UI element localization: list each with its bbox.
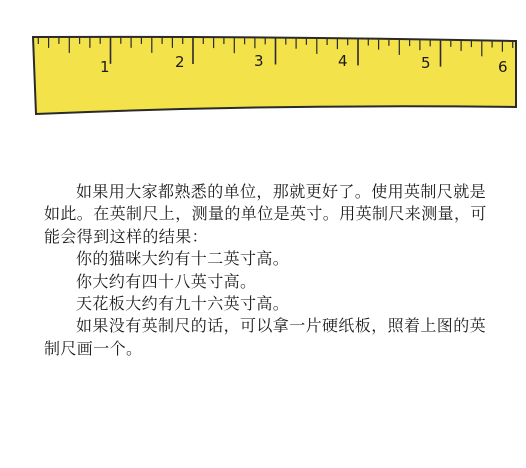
ruler-number-4: 4 <box>338 52 348 70</box>
ruler-number-3: 3 <box>254 52 264 70</box>
ruler-illustration <box>0 0 526 140</box>
example-cat: 你的猫咪大约有十二英寸高。 <box>76 249 290 269</box>
paragraph-intro: 如果用大家都熟悉的单位，那就更好了。使用英制尺就是如此。在英制尺上，测量的单位是英寸。用英制尺来测量，可能会得到这样的结果： <box>44 182 487 246</box>
lesson-text <box>44 181 494 360</box>
ruler-number-5: 5 <box>421 54 431 72</box>
ruler-number-2: 2 <box>175 53 185 71</box>
ruler-drawing <box>0 0 526 140</box>
example-ceiling: 天花板大约有九十六英寸高。 <box>76 294 290 314</box>
ruler-number-1: 1 <box>100 58 110 76</box>
example-you: 你大约有四十八英寸高。 <box>76 271 257 291</box>
paragraph-cardboard: 如果没有英制尺的话，可以拿一片硬纸板，照着上图的英制尺画一个。 <box>44 316 487 358</box>
ruler-number-6: 6 <box>498 58 508 76</box>
